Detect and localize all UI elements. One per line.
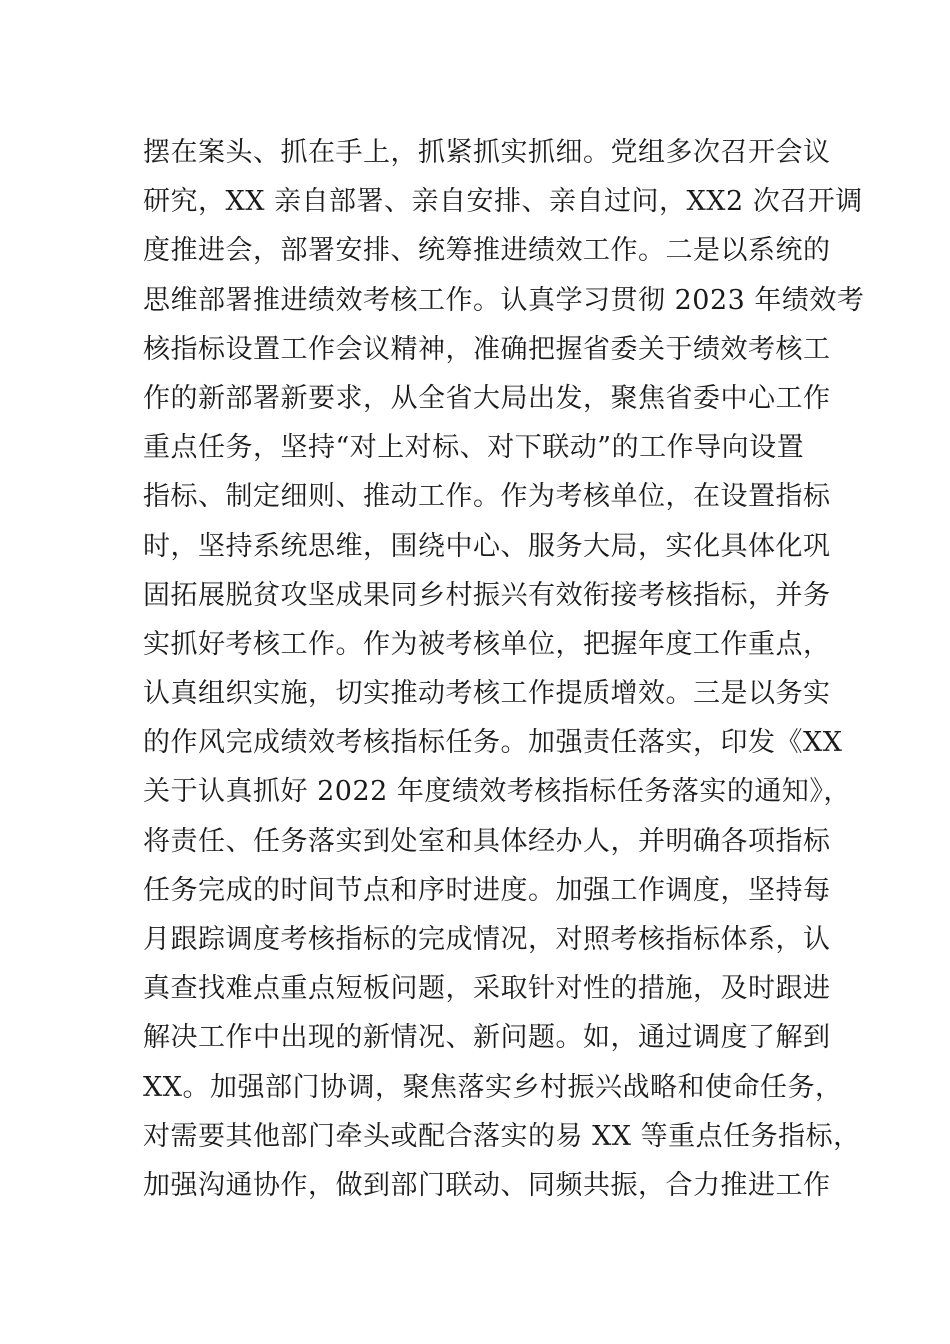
text-line: 作的新部署新要求，从全省大局出发，聚焦省委中心工作 <box>143 382 831 414</box>
text-line: 月跟踪调度考核指标的完成情况，对照考核指标体系，认 <box>143 924 831 955</box>
text-line: 指标、制定细则、推动工作。作为考核单位，在设置指标 <box>143 481 831 513</box>
text-line: XX。加强部门协调，聚焦落实乡村振兴战略和使命任务， <box>143 1071 843 1103</box>
text-line: 将责任、任务落实到处室和具体经办人，并明确各项指标 <box>143 825 831 857</box>
text-line: 任务完成的时间节点和序时进度。加强工作调度，坚持每 <box>143 874 831 906</box>
text-line: 重点任务，坚持“对上对标、对下联动”的工作导向设置 <box>143 432 805 464</box>
text-line: 时，坚持系统思维，围绕中心、服务大局，实化具体化巩 <box>143 530 831 562</box>
body-text <box>143 131 865 1213</box>
text-line: 认真组织实施，切实推动考核工作提质增效。三是以务实 <box>143 678 831 710</box>
text-line: 度推进会，部署安排、统筹推进绩效工作。二是以系统的 <box>143 235 831 267</box>
text-line: 核指标设置工作会议精神，准确把握省委关于绩效考核工 <box>143 333 831 365</box>
text-line: 加强沟通协作，做到部门联动、同频共振，合力推进工作 <box>143 1169 831 1201</box>
text-line: 固拓展脱贫攻坚成果同乡村振兴有效衔接考核指标，并务 <box>143 579 831 611</box>
text-line: 对需要其他部门牵头或配合落实的易 XX 等重点任务指标， <box>143 1120 861 1152</box>
text-line: 的作风完成绩效考核指标任务。加强责任落实，印发《XX <box>143 727 843 759</box>
text-line: 思维部署推进绩效考核工作。认真学习贯彻 2023 年绩效考 <box>143 284 865 316</box>
text-line: 关于认真抓好 2022 年度绩效考核指标任务落实的通知》， <box>143 776 851 808</box>
text-line: 真查找难点重点短板问题，采取针对性的措施，及时跟进 <box>143 973 831 1005</box>
text-line: 摆在案头、抓在手上，抓紧抓实抓细。党组多次召开会议 <box>143 137 831 168</box>
text-line: 解决工作中出现的新情况、新问题。如，通过调度了解到 <box>143 1022 831 1054</box>
text-line: 实抓好考核工作。作为被考核单位，把握年度工作重点， <box>143 628 831 660</box>
text-line: 研究，XX 亲自部署、亲自安排、亲自过问，XX2 次召开调 <box>143 186 863 218</box>
